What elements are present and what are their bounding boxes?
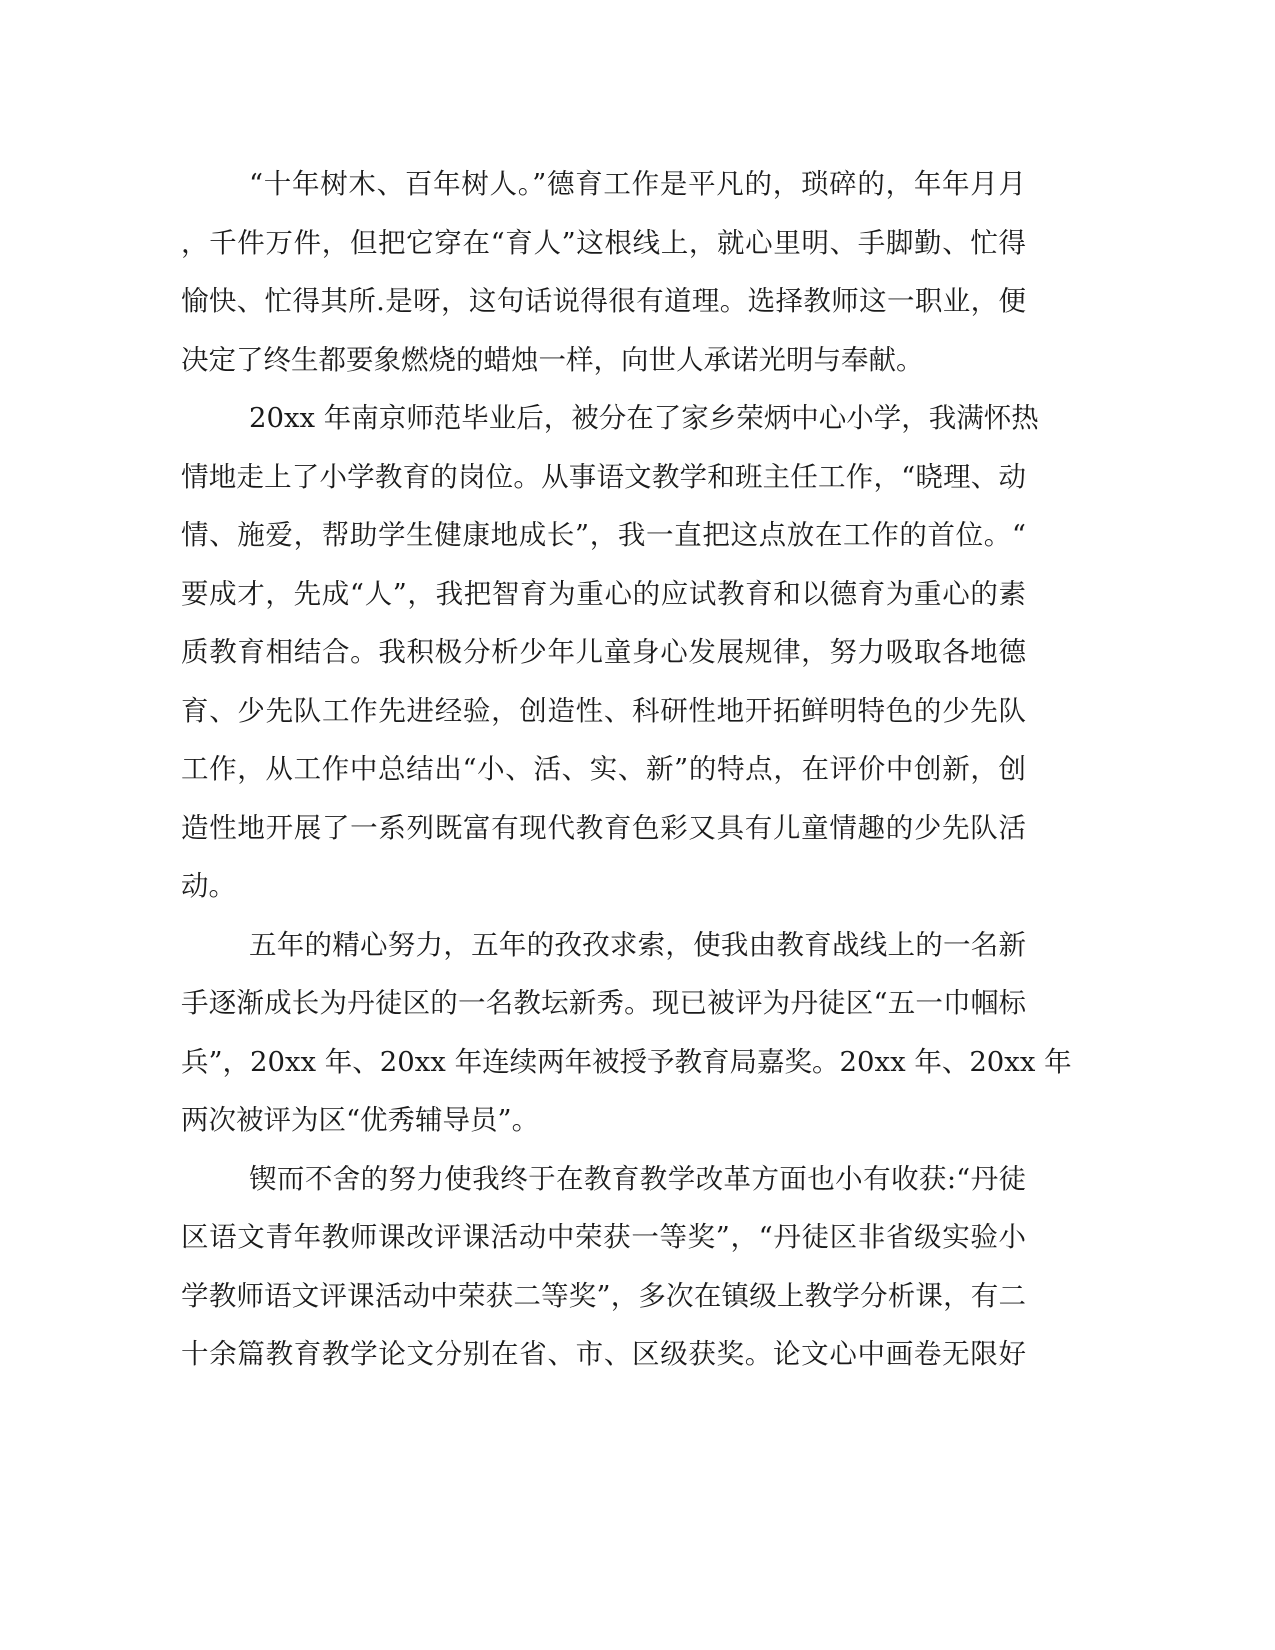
body-text [181, 155, 1072, 1384]
text-line: 锲而不舍的努力使我终于在教育教学改革方面也小有收获:“丹徒 [249, 1162, 1026, 1195]
paragraph-1 [181, 155, 1026, 389]
text-line: 20xx 年南京师范毕业后，被分在了家乡荣炳中心小学，我满怀热 [249, 402, 1039, 434]
text-line: 兵”，20xx 年、20xx 年连续两年被授予教育局嘉奖。20xx 年、20xx 年 [181, 1045, 1072, 1078]
text-line: 情、施爱，帮助学生健康地成长”，我一直把这点放在工作的首位。“ [181, 519, 1026, 551]
text-line: 决定了终生都要象燃烧的蜡烛一样，向世人承诺光明与奉献。 [181, 343, 924, 376]
text-line: “十年树木、百年树人。”德育工作是平凡的，琐碎的，年年月月 [249, 168, 1026, 200]
text-line: ，千件万件，但把它穿在“育人”这根线上，就心里明、手脚勤、忙得 [181, 226, 1026, 259]
text-line: 工作，从工作中总结出“小、活、实、新”的特点，在评价中创新，创 [181, 753, 1026, 785]
paragraph-2 [181, 389, 1039, 916]
text-line: 两次被评为区“优秀辅导员”。 [181, 1104, 540, 1136]
text-line: 情地走上了小学教育的岗位。从事语文教学和班主任工作，“晓理、动 [181, 460, 1026, 493]
paragraph-4 [181, 1150, 1026, 1384]
text-line: 造性地开展了一系列既富有现代教育色彩又具有儿童情趣的少先队活 [181, 811, 1026, 844]
text-line: 区语文青年教师课改评课活动中荣获一等奖”，“丹徒区非省级实验小 [181, 1221, 1026, 1253]
text-line: 愉快、忙得其所.是呀，这句话说得很有道理。选择教师这一职业，便 [181, 285, 1026, 317]
text-line: 动。 [181, 870, 236, 902]
text-line: 学教师语文评课活动中荣获二等奖”，多次在镇级上教学分析课，有二 [181, 1279, 1026, 1312]
text-line: 要成才，先成“人”，我把智育为重心的应试教育和以德育为重心的素 [181, 577, 1026, 610]
text-line: 手逐渐成长为丹徒区的一名教坛新秀。现已被评为丹徒区“五一巾帼标 [181, 987, 1026, 1019]
text-line: 十余篇教育教学论文分别在省、市、区级获奖。论文心中画卷无限好 [181, 1338, 1026, 1370]
paragraph-3 [181, 916, 1072, 1150]
text-line: 育、少先队工作先进经验，创造性、科研性地开拓鲜明特色的少先队 [181, 694, 1026, 727]
text-line: 五年的精心努力，五年的孜孜求索，使我由教育战线上的一名新 [249, 928, 1026, 961]
text-line: 质教育相结合。我积极分析少年儿童身心发展规律，努力吸取各地德 [181, 636, 1026, 668]
